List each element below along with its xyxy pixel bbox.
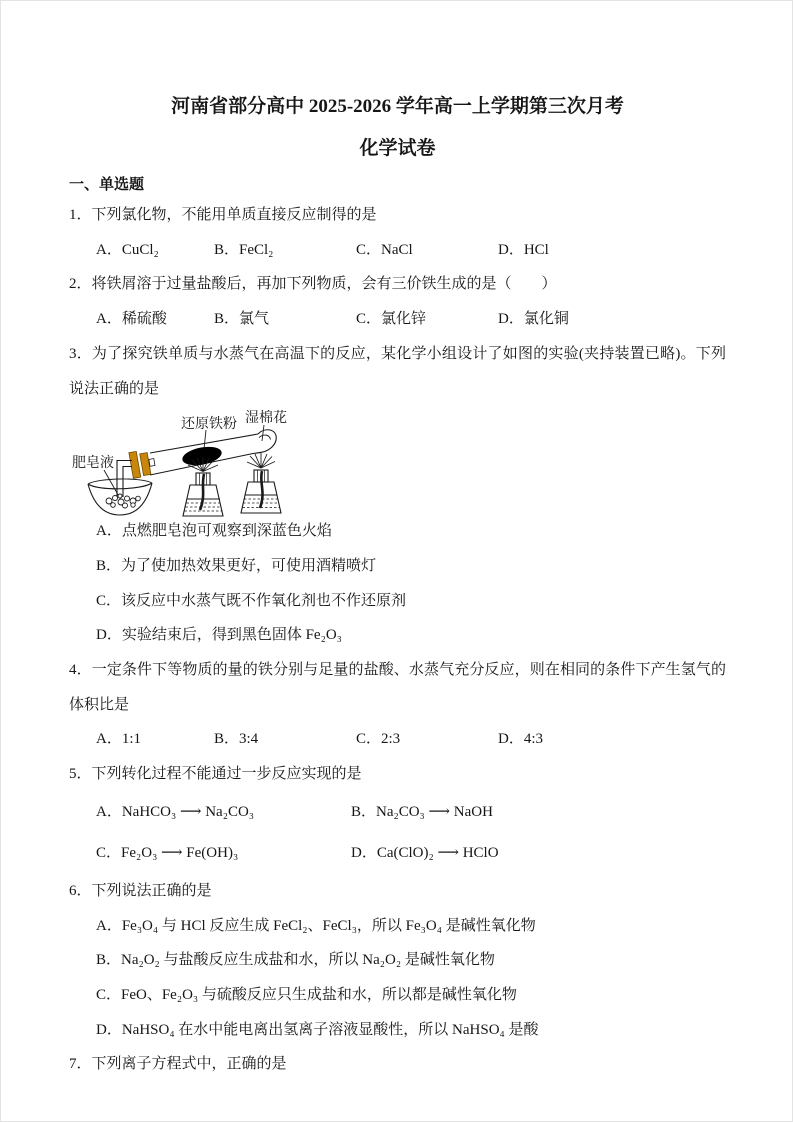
flame-right (247, 453, 275, 468)
q6-option-d: D．NaHSO₄ 在水中能电离出氢离子溶液显酸性，所以 NaHSO₄ 是酸 (96, 1021, 539, 1038)
wick-right (260, 471, 263, 508)
iron-powder (181, 444, 224, 468)
question-1-stem: 1．下列氯化物，不能用单质直接反应制得的是 (69, 207, 377, 223)
q4-option-b: B．3:4 (214, 731, 259, 748)
iron-powder-label: 还原铁粉 (181, 417, 237, 433)
wet-cotton (259, 435, 271, 439)
q4-option-a: A．1:1 (96, 731, 142, 748)
q4-option-c: C．2:3 (356, 731, 401, 748)
q5-option-d: D．Ca(ClO)₂ ⟶ HClO (351, 844, 499, 861)
question-1-options (69, 233, 726, 268)
question-2-stem: 2．将铁屑溶于过量盐酸后，再加下列物质，会有三价铁生成的是（ ） (69, 276, 557, 293)
question-4-options (69, 722, 726, 757)
question-3-options (69, 514, 726, 653)
question-6-options (69, 909, 726, 1048)
question-6-stem: 6．下列说法正确的是 (69, 882, 212, 899)
question-5-stem: 5．下列转化过程不能通过一步反应实现的是 (69, 766, 362, 783)
q2-option-c: C．氯化锌 (356, 311, 427, 328)
q5-option-b: B．Na₂CO₃ ⟶ NaOH (351, 803, 493, 820)
q1-option-c: C．NaCl (356, 241, 413, 258)
delivery-tube (117, 461, 132, 500)
q5-option-c: C．Fe₂O₃ ⟶ Fe(OH)₃ (96, 844, 239, 861)
q1-option-d: D．HCl (498, 241, 549, 258)
question-7-stem: 7．下列离子方程式中，正确的是 (69, 1056, 287, 1073)
q2-option-a: A．稀硫酸 (96, 311, 167, 328)
question-5-options (69, 792, 726, 874)
section-header: 一、单选题 (69, 177, 145, 193)
alcohol-lamp-right (241, 470, 281, 513)
q1-option-b: B．FeCl₂ (214, 241, 274, 258)
q3-option-d: D．实验结束后，得到黑色固体 Fe₂O₃ (96, 627, 342, 644)
q4-option-d: D．4:3 (498, 731, 544, 748)
q5-option-a: A．NaHCO₃ ⟶ Na₂CO₃ (96, 803, 255, 820)
q6-option-b: B．Na₂O₂ 与盐酸反应生成盐和水，所以 Na₂O₂ 是碱性氧化物 (96, 952, 495, 969)
q6-option-a: A．Fe₃O₄ 与 HCl 反应生成 FeCl₂、FeCl₃，所以 Fe₃O₄ 是碱性氧化物 (96, 917, 536, 934)
soap-solution-label: 肥皂液 (72, 456, 114, 472)
q3-option-a: A．点燃肥皂泡可观察到深蓝色火焰 (96, 523, 332, 540)
q3-option-b: B．为了使加热效果更好，可使用酒精喷灯 (96, 557, 377, 574)
wick-left (200, 474, 204, 510)
q2-option-b: B．氯气 (214, 311, 270, 328)
q3-option-c: C．该反应中水蒸气既不作氧化剂也不作还原剂 (96, 592, 407, 609)
q6-option-c: C．FeO、Fe₂O₃ 与硫酸反应只生成盐和水，所以都是碱性氧化物 (96, 986, 517, 1003)
question-2-options (69, 302, 726, 337)
wet-cotton-label: 湿棉花 (245, 411, 287, 427)
q1-option-a: A．CuCl₂ (96, 241, 159, 258)
question-4-stem: 4．一定条件下等物质的量的铁分别与足量的盐酸、水蒸气充分反应，则在相同的条件下产生氢气的体积比是 (69, 662, 726, 713)
question-3-stem: 3．为了探究铁单质与水蒸气在高温下的反应，某化学小组设计了如图的实验(夹持装置已略)。下列说法正确的是 (69, 345, 726, 397)
q2-option-d: D．氯化铜 (498, 311, 569, 328)
experiment-apparatus-figure (63, 410, 726, 514)
exam-content (1, 1, 792, 1082)
alcohol-lamp-left (183, 473, 223, 516)
page-title: 河南省部分高中 2025-2026 学年高一上学期第三次月考 (171, 96, 624, 117)
page-subtitle: 化学试卷 (359, 138, 436, 159)
experiment-apparatus-diagram (63, 410, 393, 522)
